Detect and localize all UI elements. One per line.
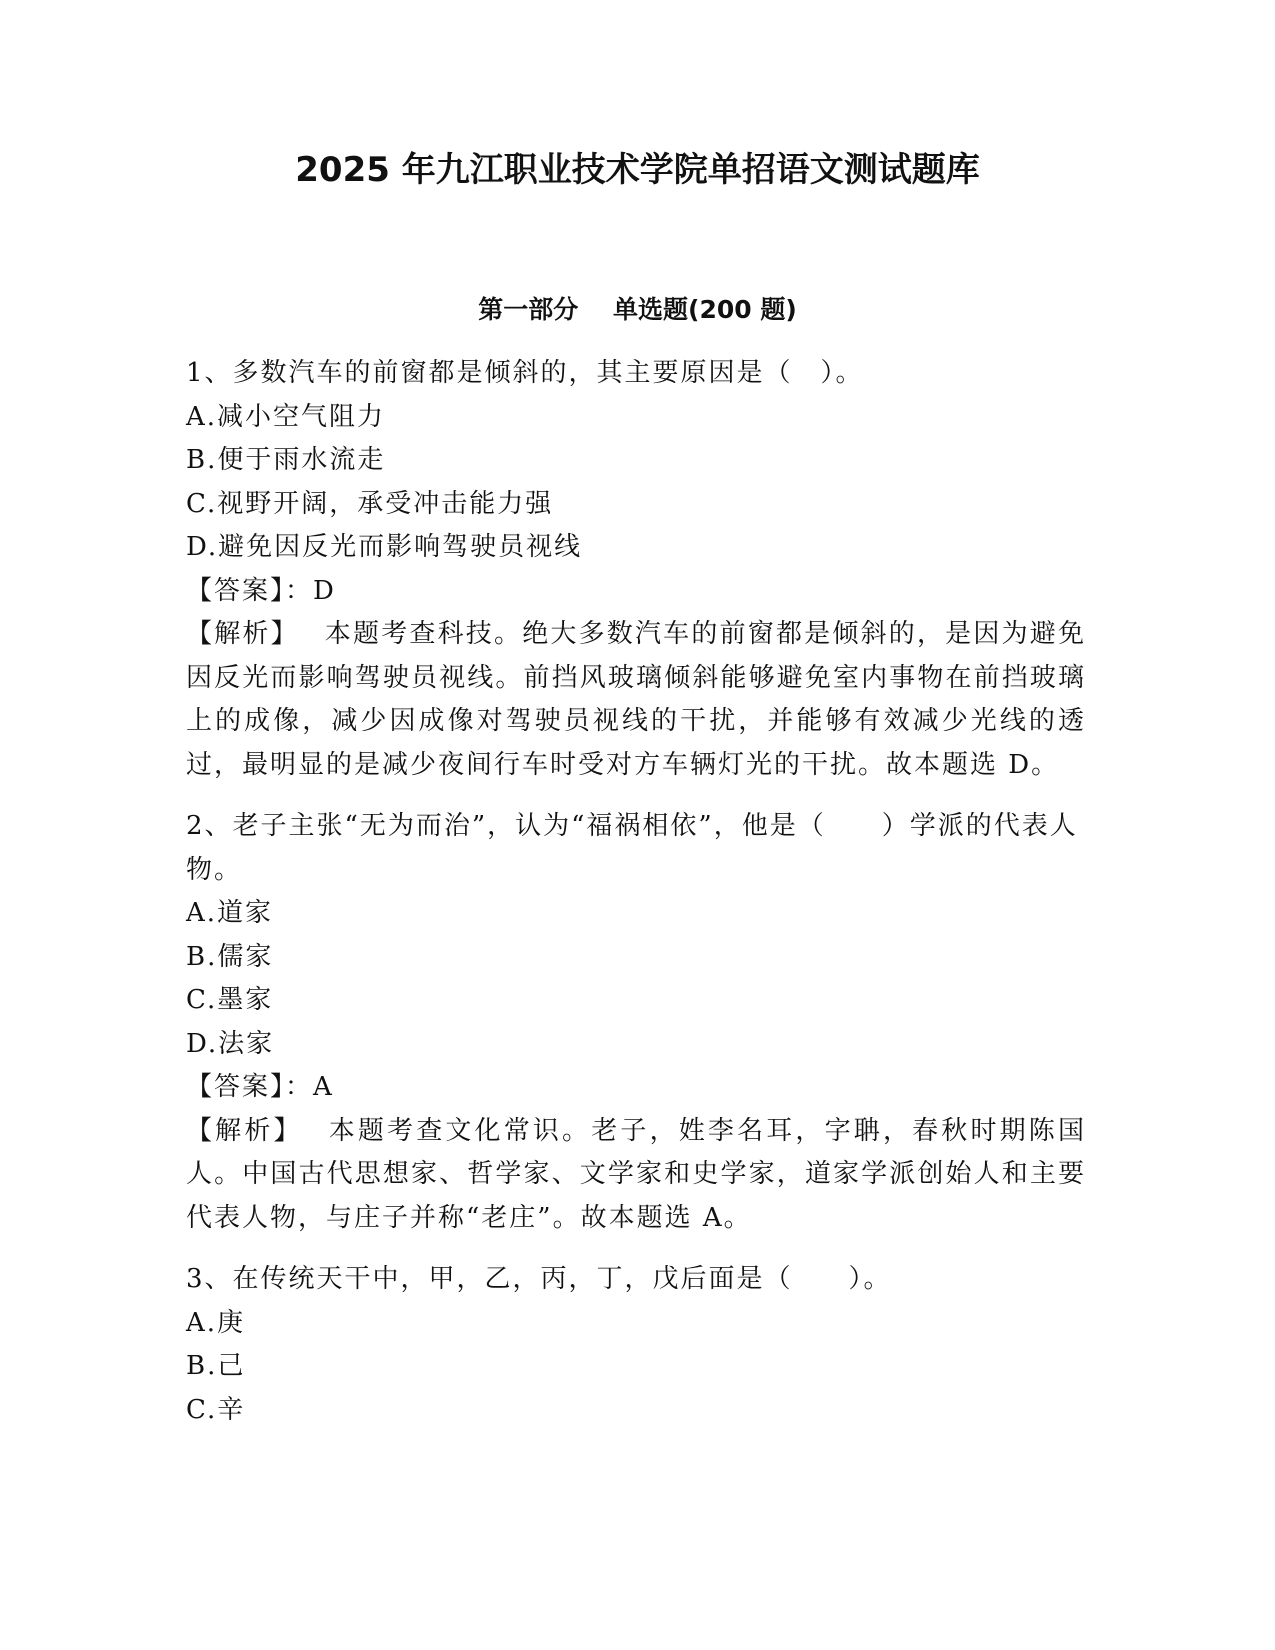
analysis-paragraph: [186, 1110, 1086, 1241]
option-a: A.庚: [186, 1307, 246, 1338]
question-2: [186, 805, 1086, 1240]
answer-line: 【答案】：D: [186, 575, 336, 606]
question-list: [186, 352, 1086, 1450]
option-c: C.辛: [186, 1394, 246, 1425]
option-b: B.儒家: [186, 941, 274, 972]
option-c: C.墨家: [186, 985, 274, 1015]
document-title: 2025 年九江职业技术学院单招语文测试题库: [295, 150, 980, 190]
question-3: [186, 1258, 1086, 1432]
section-title: 第一部分 单选题(200 题): [478, 295, 797, 324]
analysis-text: 本题考查科技。绝大多数汽车的前窗都是倾斜的，是因为避免因反光而影响驾驶员视线。前挡风玻璃倾斜能够避免室内事物在前挡玻璃上的成像，减少因成像对驾驶员视线的干扰，并能够有效减少光线的透过，最明显的是减少夜间行车时受对方车辆灯光的干扰。故本题选 D。: [186, 619, 1086, 780]
option-b: B.己: [186, 1351, 246, 1381]
analysis-label: 【解析】: [186, 1115, 303, 1146]
option-d: D.法家: [186, 1028, 275, 1059]
analysis-paragraph: [186, 613, 1086, 787]
question-stem: 2、老子主张“无为而治”，认为“福祸相依”，他是（ ）学派的代表人物。: [186, 811, 1078, 885]
question-stem: 1、多数汽车的前窗都是倾斜的，其主要原因是（ ）。: [186, 358, 864, 388]
option-b: B.便于雨水流走: [186, 445, 386, 475]
option-a: A.减小空气阻力: [186, 401, 386, 432]
option-a: A.道家: [186, 898, 274, 928]
option-d: D.避免因反光而影响驾驶员视线: [186, 532, 583, 562]
answer-line: 【答案】：A: [186, 1072, 334, 1102]
question-stem: 3、在传统天干中，甲，乙，丙，丁，戊后面是（ ）。: [186, 1264, 892, 1294]
analysis-label: 【解析】: [186, 619, 299, 649]
option-c: C.视野开阔，承受冲击能力强: [186, 488, 554, 519]
question-1: [186, 352, 1086, 787]
analysis-text: 本题考查文化常识。老子，姓李名耳，字聃，春秋时期陈国人。中国古代思想家、哲学家、文学家和史学家，道家学派创始人和主要代表人物，与庄子并称“老庄”。故本题选 A。: [186, 1115, 1086, 1233]
